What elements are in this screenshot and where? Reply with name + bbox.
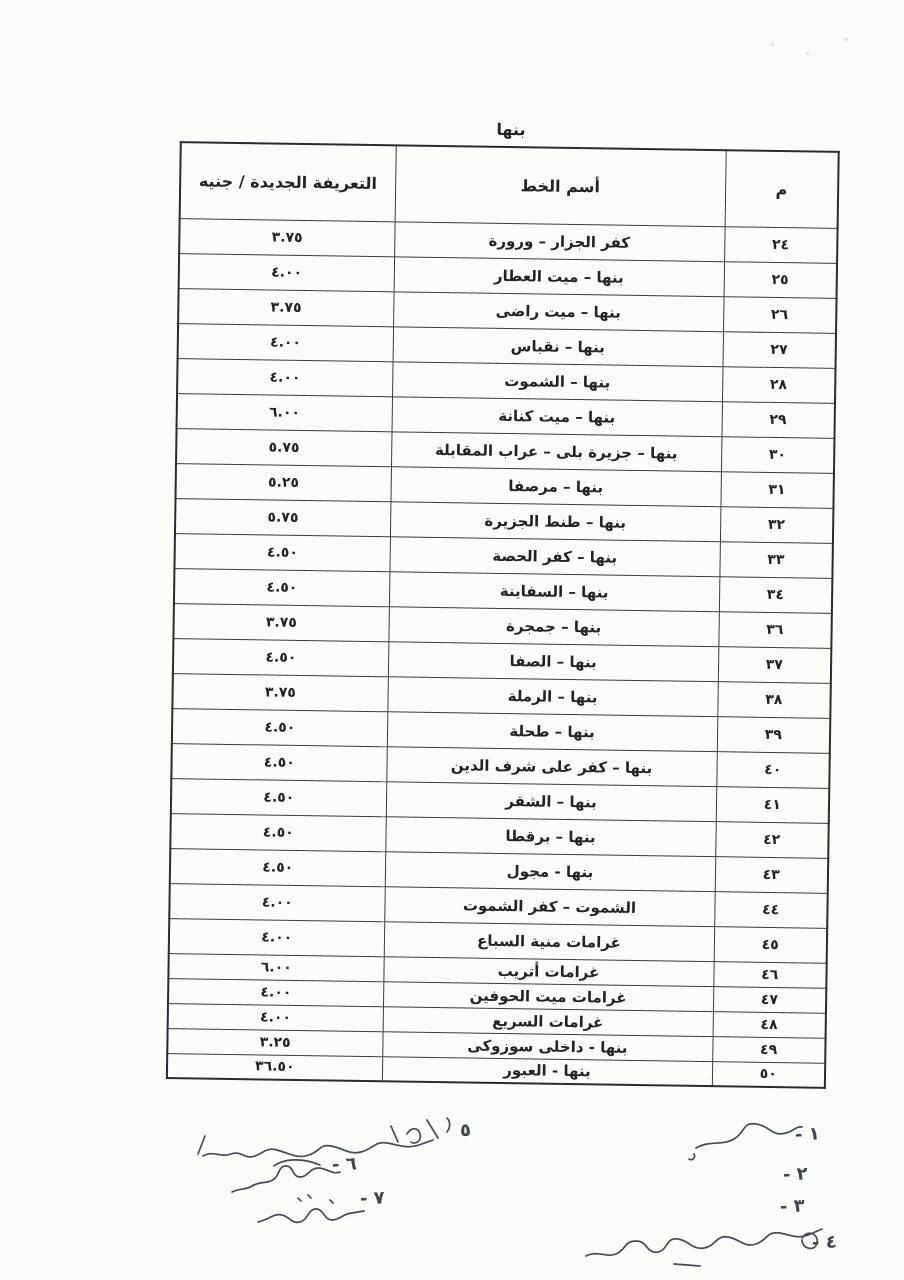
tariff-cell: ٤.٥٠ bbox=[170, 813, 385, 851]
row-number-cell: ٢٧ bbox=[723, 331, 837, 368]
line-name-cell: بنها – ميت العطار bbox=[394, 256, 724, 296]
line-name-cell: غرامات السريع bbox=[383, 1006, 713, 1036]
handwritten-note-number-6: ٦ - bbox=[331, 1153, 358, 1176]
tariff-cell: ٦.٠٠ bbox=[177, 393, 392, 431]
row-number-cell: ٣٠ bbox=[721, 436, 835, 473]
line-name-cell: بنها – نقباس bbox=[393, 326, 723, 366]
row-number-cell: ٢٦ bbox=[723, 296, 837, 333]
line-name-cell: بنها – طحلة bbox=[387, 711, 717, 751]
line-name-cell: بنها – مرصفا bbox=[390, 466, 720, 506]
header-new-tariff: التعريفة الجديدة / جنيه bbox=[180, 142, 396, 221]
tariff-cell: ٣.٢٥ bbox=[167, 1028, 382, 1056]
tariff-cell: ٤.٥٠ bbox=[173, 638, 388, 676]
handwritten-note-number-7: ٧ - bbox=[359, 1187, 386, 1210]
handwritten-scribble-line-4 bbox=[578, 1226, 828, 1270]
handwritten-note-number-2: ٢ - bbox=[782, 1163, 809, 1186]
tariff-cell: ٤.٥٠ bbox=[171, 743, 386, 781]
tariff-cell: ٤.٥٠ bbox=[174, 533, 389, 571]
scan-speck bbox=[845, 38, 848, 41]
row-number-cell: ٢٩ bbox=[721, 401, 835, 438]
row-number-cell: ٢٥ bbox=[724, 261, 838, 298]
tariff-cell: ٥.٢٥ bbox=[176, 463, 391, 501]
line-name-cell: غرامات ميت الحوفين bbox=[383, 981, 713, 1011]
tariff-cell: ٤.٥٠ bbox=[172, 708, 387, 746]
row-number-cell: ٤٨ bbox=[713, 1011, 826, 1038]
row-number-cell: ٤٦ bbox=[713, 961, 826, 988]
line-name-cell: بنها – الشموت bbox=[392, 361, 722, 401]
row-number-cell: ٣٣ bbox=[719, 541, 833, 578]
tariff-cell: ٤.٠٠ bbox=[168, 978, 383, 1006]
handwritten-note-number-4: ٤ - bbox=[811, 1231, 838, 1254]
line-name-cell: بنها - داخلى سوزوكى bbox=[382, 1031, 712, 1061]
handwritten-scribble-line-1 bbox=[688, 1116, 798, 1158]
line-name-cell: بنها - العبور bbox=[382, 1056, 712, 1086]
line-name-cell: بنها – ميت راضى bbox=[393, 291, 723, 331]
line-name-cell: بنها – ميت كنانة bbox=[392, 396, 722, 436]
printed-area bbox=[168, 115, 840, 1089]
line-name-cell: غرامات أتريب bbox=[383, 956, 713, 986]
row-number-cell: ٥٠ bbox=[712, 1061, 825, 1088]
row-number-cell: ٣٤ bbox=[719, 576, 833, 613]
tariff-table bbox=[166, 141, 840, 1089]
line-name-cell: بنها – كفر الحصة bbox=[389, 536, 719, 576]
line-name-cell: كفر الجزار – ورورة bbox=[394, 221, 724, 261]
line-name-cell: بنها – جمجرة bbox=[388, 606, 718, 646]
line-name-cell: بنها – كفر على شرف الدين bbox=[386, 746, 716, 786]
tariff-cell: ٥.٧٥ bbox=[176, 428, 391, 466]
line-name-cell: غرامات منية السباع bbox=[384, 921, 714, 961]
scan-speck bbox=[806, 52, 809, 55]
row-number-cell: ٢٨ bbox=[722, 366, 836, 403]
line-name-cell: بنها – الشقر bbox=[386, 781, 716, 821]
tariff-cell: ٦.٠٠ bbox=[168, 953, 383, 981]
handwritten-scribble-line-7 bbox=[252, 1192, 360, 1230]
tariff-cell: ٤.٠٠ bbox=[179, 253, 394, 291]
row-number-cell: ٤٠ bbox=[716, 751, 830, 788]
tariff-cell: ٤.٠٠ bbox=[177, 358, 392, 396]
tariff-cell: ٤.٠٠ bbox=[178, 323, 393, 361]
tariff-cell: ٣٦.٥٠ bbox=[167, 1053, 382, 1081]
table-header-row bbox=[180, 142, 839, 228]
row-number-cell: ٤٥ bbox=[714, 926, 828, 963]
row-number-cell: ٣١ bbox=[720, 471, 834, 508]
line-name-cell: بنها - مجول bbox=[385, 851, 715, 891]
line-name-cell: بنها – برقطا bbox=[385, 816, 715, 856]
row-number-cell: ٣٨ bbox=[717, 681, 831, 718]
row-number-cell: ٣٧ bbox=[718, 646, 832, 683]
tariff-cell: ٣.٧٥ bbox=[179, 218, 394, 256]
row-number-cell: ٣٩ bbox=[717, 716, 831, 753]
row-number-cell: ٤٩ bbox=[712, 1036, 825, 1063]
tariff-cell: ٥.٧٥ bbox=[175, 498, 390, 536]
handwritten-note-number-3: ٣ - bbox=[779, 1195, 806, 1218]
tariff-cell: ٤.٥٠ bbox=[171, 778, 386, 816]
scan-speck bbox=[771, 43, 774, 46]
tariff-cell: ٣.٧٥ bbox=[173, 603, 388, 641]
row-number-cell: ٤٧ bbox=[713, 986, 826, 1013]
tariff-cell: ٤.٥٠ bbox=[170, 848, 385, 886]
tariff-table-body bbox=[167, 218, 838, 1088]
tariff-cell: ٤.٥٠ bbox=[174, 568, 389, 606]
line-name-cell: بنها – الرملة bbox=[387, 676, 717, 716]
row-number-cell: ٤٣ bbox=[715, 856, 829, 893]
line-name-cell: الشموت – كفر الشموت bbox=[384, 886, 714, 926]
header-row-number: م bbox=[725, 150, 839, 228]
handwritten-note-number-5: ٥ bbox=[459, 1119, 472, 1142]
line-name-cell: بنها – الصفا bbox=[388, 641, 718, 681]
row-number-cell: ٣٦ bbox=[718, 611, 832, 648]
line-name-cell: بنها – طنط الجزيرة bbox=[390, 501, 720, 541]
tariff-cell: ٤.٠٠ bbox=[169, 883, 384, 921]
tariff-cell: ٤.٠٠ bbox=[169, 918, 384, 956]
tariff-cell: ٣.٧٥ bbox=[178, 288, 393, 326]
tariff-cell: ٤.٠٠ bbox=[168, 1003, 383, 1031]
row-number-cell: ٤٢ bbox=[715, 821, 829, 858]
row-number-cell: ٤١ bbox=[716, 786, 830, 823]
handwritten-note-number-1: ١ - bbox=[794, 1123, 821, 1146]
line-name-cell: بنها – السفاينة bbox=[389, 571, 719, 611]
page-title: بنها bbox=[496, 119, 526, 140]
tariff-cell: ٣.٧٥ bbox=[172, 673, 387, 711]
line-name-cell: بنها – جزيرة بلى – عراب المقابلة bbox=[391, 431, 721, 471]
header-line-name: أسم الخط bbox=[395, 145, 726, 226]
handwritten-scribble-line-5 bbox=[195, 1112, 460, 1164]
row-number-cell: ٤٤ bbox=[714, 891, 828, 928]
row-number-cell: ٢٤ bbox=[724, 226, 838, 263]
row-number-cell: ٣٢ bbox=[720, 506, 834, 543]
